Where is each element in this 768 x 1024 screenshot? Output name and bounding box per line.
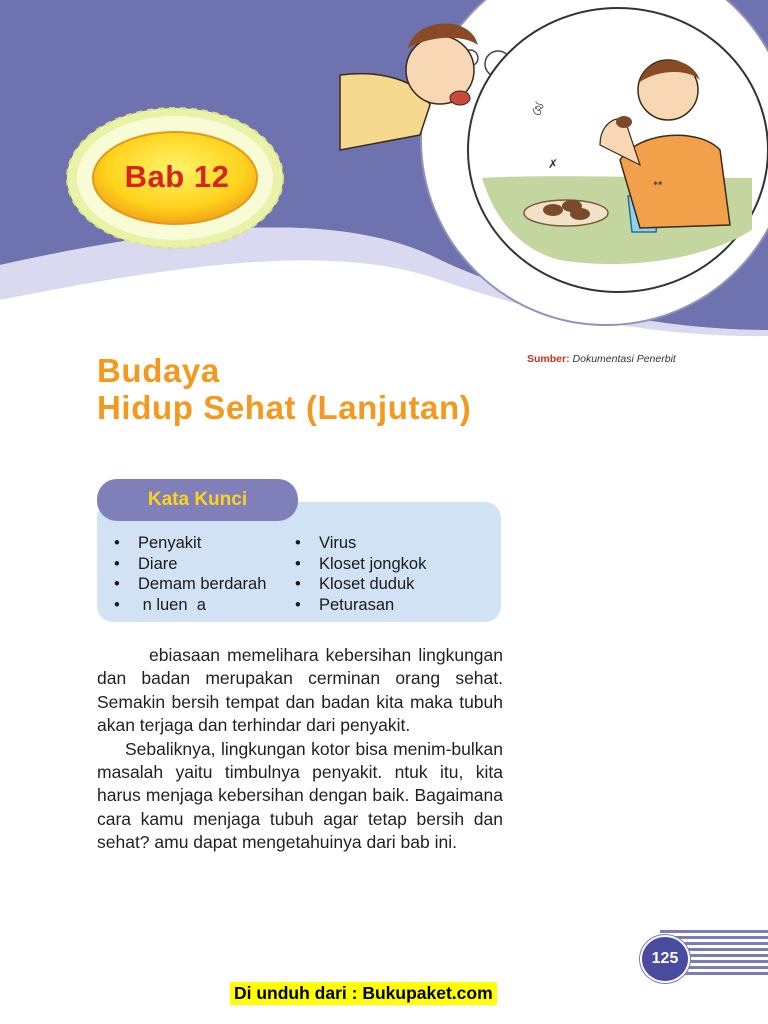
intro-paragraph-1: ebiasaan memelihara kebersihan lingkungan dan badan merupakan cerminan orang sehat. Semakin bersih tempat dan badan kita maka tubuh akan terjaga dan terhindar dari penyakit.: [97, 645, 503, 736]
svg-text:✗: ✗: [548, 157, 559, 171]
illustration-source: [527, 353, 676, 365]
keyword-item: • Demam berdarah: [114, 574, 266, 595]
svg-text:ᕯ: ᕯ: [653, 179, 663, 193]
intro-text: [97, 644, 503, 855]
keyword-list-left: [114, 533, 266, 615]
chapter-label: Bab 12: [124, 159, 230, 194]
keyword-list-right: [295, 533, 426, 615]
chapter-title: [97, 352, 471, 426]
keyword-item: • Virus: [295, 533, 426, 554]
keyword-item: • Diare: [114, 554, 266, 575]
keyword-item: • Kloset jongkok: [295, 554, 426, 575]
page-number: 125: [640, 935, 690, 983]
svg-text:ঔ: ঔ: [532, 102, 544, 118]
download-source-banner: Di unduh dari : Bukupaket.com: [230, 982, 497, 1005]
chapter-title-line-2: Hidup Sehat (Lanjutan): [97, 389, 472, 426]
intro-paragraph-2: Sebaliknya, lingkungan kotor bisa menim-bulkan masalah yaitu timbulnya penyakit. ntuk itu, kita harus menjaga kebersihan dengan baik. Bagaimana cara kamu menjaga tubuh agar tetap bersih dan sehat? amu dapat mengetahuinya dari bab ini.: [97, 738, 503, 853]
chapter-title-line-1: Budaya: [97, 352, 220, 389]
source-label: Sumber:: [527, 353, 570, 365]
keyword-item: • Peturasan: [295, 595, 426, 616]
keyword-item: • Kloset duduk: [295, 574, 426, 595]
keyword-item: • n luen a: [114, 595, 266, 616]
keyword-heading: Kata Kunci: [97, 479, 298, 521]
keyword-item: • Penyakit: [114, 533, 266, 554]
source-value: Dokumentasi Penerbit: [572, 353, 676, 365]
